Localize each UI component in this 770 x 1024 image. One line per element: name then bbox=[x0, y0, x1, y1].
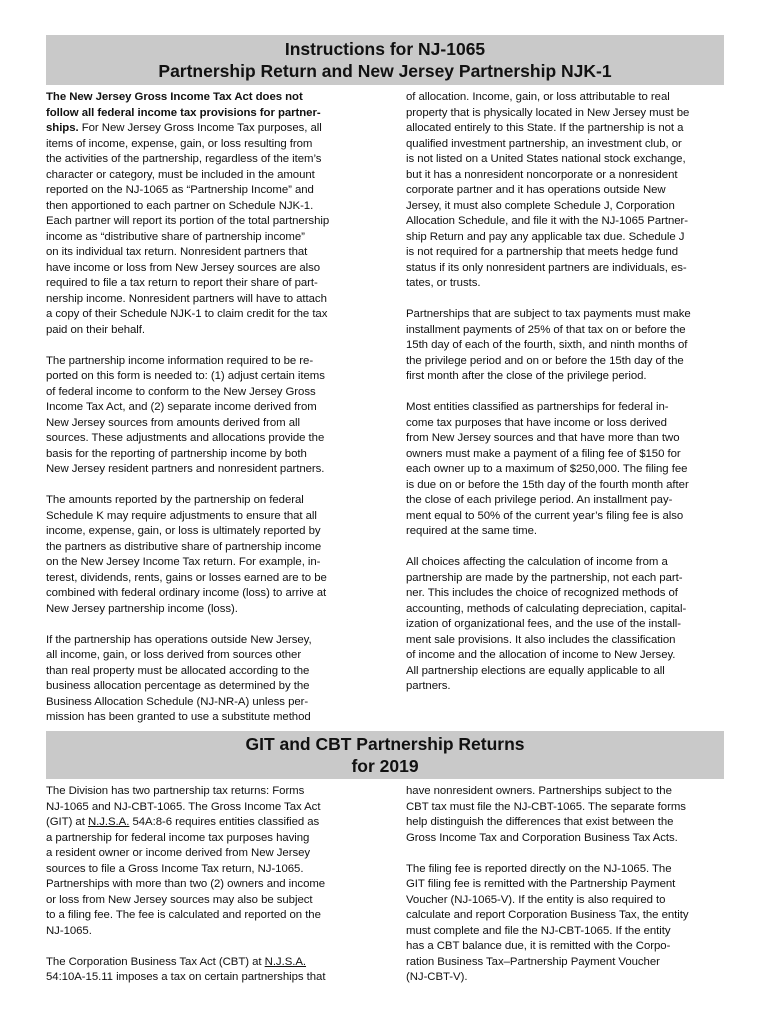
text-line: basis for the reporting of partnership income by both bbox=[46, 447, 307, 460]
text-line: Partnerships with more than two (2) owners and income bbox=[46, 878, 326, 890]
text-line: partners. bbox=[406, 680, 451, 692]
text-line: the activities of the partnership, regardless of the item’s bbox=[46, 153, 322, 165]
text-line: nership income. Nonresident partners will have to attach bbox=[46, 292, 327, 305]
line-group bbox=[46, 831, 366, 940]
bold-lead: ships. bbox=[46, 122, 79, 134]
section2-left-column bbox=[46, 784, 366, 986]
heading-line: Instructions for NJ-1065 bbox=[284, 39, 486, 59]
paragraph bbox=[406, 862, 726, 986]
text-line: ported on this form is needed to: (1) adjust certain items bbox=[46, 370, 325, 382]
text-line bbox=[46, 121, 366, 137]
text-line: mission has been granted to use a substitute method bbox=[46, 711, 311, 723]
text-line: New Jersey sources from amounts derived from all bbox=[46, 416, 300, 429]
text-line: The New Jersey Gross Income Tax Act does not bbox=[46, 91, 303, 103]
text-line: is not listed on a United States national stock exchange, bbox=[406, 153, 686, 165]
text-line: (NJ-CBT-V). bbox=[406, 971, 468, 983]
text-line: All choices affecting the calculation of income from a bbox=[406, 556, 668, 568]
text-line: Jersey, it must also complete Schedule J, Corporation bbox=[406, 199, 675, 212]
text-run: 54A:8-6 requires entities classified as bbox=[129, 816, 320, 828]
heading-line: for 2019 bbox=[351, 756, 419, 776]
text-line: tates, or trusts. bbox=[406, 277, 481, 289]
text-line: on the New Jersey Income Tax return. For example, in- bbox=[46, 556, 321, 568]
section2-right-column bbox=[406, 784, 726, 986]
text-line: 15th day of each of the fourth, sixth, and ninth months of bbox=[406, 339, 688, 351]
text-line bbox=[46, 955, 366, 971]
text-line: Voucher (NJ-1065-V). If the entity is also required to bbox=[406, 893, 666, 906]
text-line: than real property must be allocated according to the bbox=[46, 664, 310, 677]
text-line: income, expense, gain, or loss is ultimately reported by bbox=[46, 525, 321, 537]
text-line: first month after the close of the privilege period. bbox=[406, 370, 647, 382]
statute-reference: N.J.S.A. bbox=[87, 816, 130, 828]
text-line: from New Jersey sources and that have more than two bbox=[406, 432, 680, 444]
text-line: come tax purposes that have income or loss derived bbox=[406, 416, 667, 429]
text-line: the partners as distributive share of partnership income bbox=[46, 540, 322, 553]
text-line: required to file a tax return to report their share of part- bbox=[46, 277, 318, 289]
text-line: must complete and file the NJ-CBT-1065. If the entity bbox=[406, 924, 671, 937]
text-line bbox=[46, 815, 366, 831]
text-line: Schedule K may require adjustments to ensure that all bbox=[46, 509, 317, 522]
text-line: If the partnership has operations outside New Jersey, bbox=[46, 633, 312, 646]
text-line: each owner up to a maximum of $250,000. The filing fee bbox=[406, 463, 688, 475]
heading-line: Partnership Return and New Jersey Partnership NJK-1 bbox=[158, 61, 612, 81]
text-line: then apportioned to each partner on Schedule NJK-1. bbox=[46, 199, 314, 212]
section1-right-column bbox=[406, 90, 726, 695]
text-line: The filing fee is reported directly on the NJ-1065. The bbox=[406, 862, 672, 875]
text-line: to a filing fee. The fee is calculated and reported on the bbox=[46, 909, 321, 921]
text-line: qualified investment partnership, an investment club, or bbox=[406, 137, 682, 150]
text-line: character or category, must be included in the amount bbox=[46, 168, 315, 181]
statute-reference: N.J.S.A. bbox=[264, 955, 307, 968]
text-line: have nonresident owners. Partnerships subject to the bbox=[406, 785, 672, 797]
text-line: but it has a nonresident noncorporate or a nonresident bbox=[406, 168, 678, 181]
text-line: ration Business Tax–Partnership Payment Voucher bbox=[406, 955, 660, 968]
text-line: The partnership income information required to be re- bbox=[46, 354, 314, 367]
text-line: a copy of their Schedule NJK-1 to claim credit for the tax bbox=[46, 308, 328, 320]
text-line: ment equal to 50% of the current year’s filing fee is also bbox=[406, 509, 684, 522]
text-line: ner. This includes the choice of recognized methods of bbox=[406, 587, 678, 599]
text-line: business allocation percentage as determined by the bbox=[46, 680, 310, 692]
text-line: partnership are made by the partnership, not each part- bbox=[406, 571, 683, 584]
text-line: terest, dividends, rents, gains or losses earned are to be bbox=[46, 571, 327, 584]
text-line: a partnership for federal income tax purposes having bbox=[46, 831, 310, 844]
paragraph bbox=[46, 955, 366, 986]
text-line: income as “distributive share of partnership income” bbox=[46, 230, 305, 243]
text-line: have income or loss from New Jersey sources are also bbox=[46, 261, 321, 274]
text-line: owners must make a payment of a filing fee of $150 for bbox=[406, 447, 681, 460]
text-line: Most entities classified as partnerships for federal in- bbox=[406, 401, 669, 413]
text-line: Each partner will report its portion of the total partnership bbox=[46, 215, 330, 227]
text-line: 54:10A-15.11 imposes a tax on certain partnerships that bbox=[46, 971, 326, 983]
paragraph bbox=[46, 90, 366, 338]
paragraph bbox=[406, 307, 726, 385]
section-heading-instructions bbox=[46, 35, 724, 85]
text-line: status if its only nonresident partners are individuals, es- bbox=[406, 261, 687, 274]
text-line: Allocation Schedule, and file it with the NJ-1065 Partner- bbox=[406, 215, 689, 227]
text-line: ment sale provisions. It also includes the classification bbox=[406, 633, 676, 646]
text-line: corporate partner and it has operations outside New bbox=[406, 184, 666, 196]
text-line: combined with federal ordinary income (loss) to arrive at bbox=[46, 587, 327, 599]
text-line: Partnerships that are subject to tax payments must make bbox=[406, 308, 691, 320]
text-line: CBT tax must file the NJ-CBT-1065. The separate forms bbox=[406, 800, 686, 813]
text-line: property that is physically located in New Jersey must be bbox=[406, 106, 690, 119]
text-line: sources. These adjustments and allocations provide the bbox=[46, 432, 325, 444]
text-run: The Corporation Business Tax Act (CBT) at bbox=[46, 955, 265, 968]
text-line: calculate and report Corporation Business Tax, the entity bbox=[406, 909, 689, 921]
text-run: (GIT) at bbox=[46, 816, 88, 828]
text-line: NJ-1065. bbox=[46, 924, 92, 937]
text-line: GIT filing fee is remitted with the Partnership Payment bbox=[406, 878, 676, 890]
text-line: of federal income to conform to the New Jersey Gross bbox=[46, 385, 316, 398]
paragraph bbox=[46, 354, 366, 478]
text-line: a resident owner or income derived from New Jersey bbox=[46, 847, 311, 859]
text-line: ization of organizational fees, and the use of the install- bbox=[406, 618, 682, 630]
text-line: installment payments of 25% of that tax on or before the bbox=[406, 323, 686, 336]
section-heading-git-cbt bbox=[46, 731, 724, 779]
text-line: The Division has two partnership tax returns: Forms bbox=[46, 785, 305, 797]
text-line: the close of each privilege period. An installment pay- bbox=[406, 494, 673, 506]
text-line: has a CBT balance due, it is remitted with the Corpo- bbox=[406, 940, 671, 952]
line-group bbox=[46, 137, 366, 339]
heading-line: GIT and CBT Partnership Returns bbox=[245, 734, 525, 754]
text-line: paid on their behalf. bbox=[46, 323, 146, 336]
paragraph bbox=[406, 400, 726, 540]
section1-left-column bbox=[46, 90, 366, 726]
text-line: allocated entirely to this State. If the partnership is not a bbox=[406, 122, 684, 134]
text-line: follow all federal income tax provisions for partner- bbox=[46, 106, 321, 119]
paragraph bbox=[406, 90, 726, 292]
text-line: is due on or before the 15th day of the fourth month after bbox=[406, 478, 689, 491]
text-line: or loss from New Jersey sources may also be subject bbox=[46, 893, 313, 906]
paragraph bbox=[46, 784, 366, 939]
text-line: ship Return and pay any applicable tax due. Schedule J bbox=[406, 230, 685, 243]
text-line: required at the same time. bbox=[406, 525, 538, 537]
paragraph bbox=[46, 633, 366, 726]
text-line: New Jersey resident partners and nonresident partners. bbox=[46, 463, 325, 475]
text-line: accounting, methods of calculating depreciation, capital- bbox=[406, 602, 687, 615]
text-line: Income Tax Act, and (2) separate income derived from bbox=[46, 401, 317, 413]
text-run: For New Jersey Gross Income Tax purposes, all bbox=[78, 122, 322, 134]
text-line: help distinguish the differences that exist between the bbox=[406, 816, 674, 828]
text-line: Gross Income Tax and Corporation Business Tax Acts. bbox=[406, 831, 678, 844]
paragraph bbox=[46, 493, 366, 617]
text-line: NJ-1065 and NJ-CBT-1065. The Gross Income Tax Act bbox=[46, 800, 321, 813]
text-line: New Jersey partnership income (loss). bbox=[46, 602, 238, 615]
text-line: reported on the NJ-1065 as “Partnership Income” and bbox=[46, 184, 314, 196]
text-line: All partnership elections are equally applicable to all bbox=[406, 664, 665, 677]
text-line: on its individual tax return. Nonresident partners that bbox=[46, 246, 308, 258]
text-line: of income and the allocation of income to New Jersey. bbox=[406, 649, 676, 661]
text-line: of allocation. Income, gain, or loss attributable to real bbox=[406, 91, 670, 103]
text-line: Business Allocation Schedule (NJ-NR-A) unless per- bbox=[46, 695, 309, 708]
text-line: is not required for a partnership that meets hedge fund bbox=[406, 246, 679, 258]
text-line: The amounts reported by the partnership on federal bbox=[46, 494, 304, 506]
paragraph bbox=[406, 555, 726, 695]
text-line: all income, gain, or loss derived from sources other bbox=[46, 649, 302, 661]
text-line: sources to file a Gross Income Tax return, NJ-1065. bbox=[46, 862, 304, 875]
paragraph bbox=[406, 784, 726, 846]
text-line: items of income, expense, gain, or loss resulting from bbox=[46, 137, 313, 150]
text-line: the privilege period and on or before the 15th day of the bbox=[406, 354, 684, 367]
